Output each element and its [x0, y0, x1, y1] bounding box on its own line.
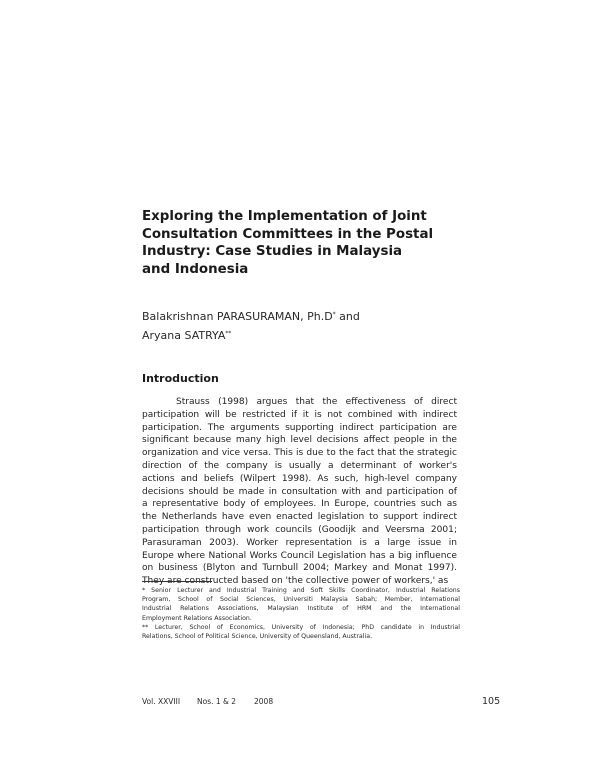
article-title	[142, 208, 472, 278]
body-line: Parasuraman 2003). Worker representation is a large issue in	[142, 537, 457, 548]
body-line: Europe where National Works Council Legislation has a big influence	[142, 550, 457, 561]
author-name-parasuraman: Balakrishnan PARASURAMAN, Ph.D	[142, 310, 333, 323]
footnote-line: Employment Relations Association.	[142, 614, 252, 622]
footnote-divider	[142, 581, 212, 582]
footnote-line: ** Lecturer, School of Economics, University of Indonesia; PhD candidate in Industrial	[142, 623, 460, 631]
body-line: participation through work councils (Goodijk and Veersma 2001;	[142, 524, 457, 535]
footnote-line: Program, School of Social Sciences, Universiti Malaysia Sabah; Member, International	[142, 596, 460, 604]
body-line: participation. The arguments supporting indirect participation are	[142, 422, 457, 433]
author-footnote-mark: **	[225, 330, 232, 337]
page-number: 105	[482, 696, 501, 707]
author-line	[142, 325, 360, 344]
author-list	[142, 306, 360, 344]
body-line: a representative body of employees. In Europe, countries such as	[142, 499, 457, 510]
body-line: direction of the company is usually a determinant of worker's	[142, 460, 457, 471]
author-footnote-mark: *	[332, 311, 336, 318]
footnote-line: Industrial Relations Associations, Malaysian Institute of HRM and the International	[142, 605, 460, 613]
footer-issue: Nos. 1 & 2	[197, 697, 237, 706]
footnotes	[142, 586, 460, 641]
author-line	[142, 306, 360, 325]
body-line: the Netherlands have even enacted legislation to support indirect	[142, 512, 457, 523]
title-line: Industry: Case Studies in Malaysia	[142, 244, 403, 259]
title-line: Exploring the Implementation of Joint	[142, 209, 427, 224]
body-line: significant because many high level decisions affect people in the	[142, 435, 457, 446]
title-line: Consultation Committees in the Postal	[142, 226, 434, 242]
body-paragraph	[142, 396, 457, 588]
body-line: organization and vice versa. This is due to the fact that the strategic	[142, 448, 457, 459]
footer-year: 2008	[254, 697, 274, 706]
section-heading-introduction: Introduction	[142, 372, 219, 385]
body-line: decisions should be made in consultation with and participation of	[142, 486, 457, 497]
body-line: on business (Blyton and Turnbull 2004; Markey and Monat 1997).	[142, 563, 457, 574]
body-line: actions and beliefs (Wilpert 1998). As such, high-level company	[142, 473, 457, 484]
footer-volume: Vol. XXVIII	[142, 697, 181, 706]
author-name-satrya: Aryana SATRYA	[142, 329, 226, 342]
body-line: They are constructed based on 'the collective power of workers,' as	[142, 576, 449, 587]
body-line: Strauss (1998) argues that the effectiveness of direct	[176, 397, 457, 407]
author-conjunction: and	[335, 310, 360, 323]
footnote-line: * Senior Lecturer and Industrial Training and Soft Skills Coordinator, Industrial Relations	[142, 587, 460, 594]
body-line: participation will be restricted if it is not combined with indirect	[142, 409, 457, 420]
footnote-line: Relations, School of Political Science, University of Queensland, Australia.	[142, 633, 373, 641]
title-line: and Indonesia	[142, 261, 249, 277]
